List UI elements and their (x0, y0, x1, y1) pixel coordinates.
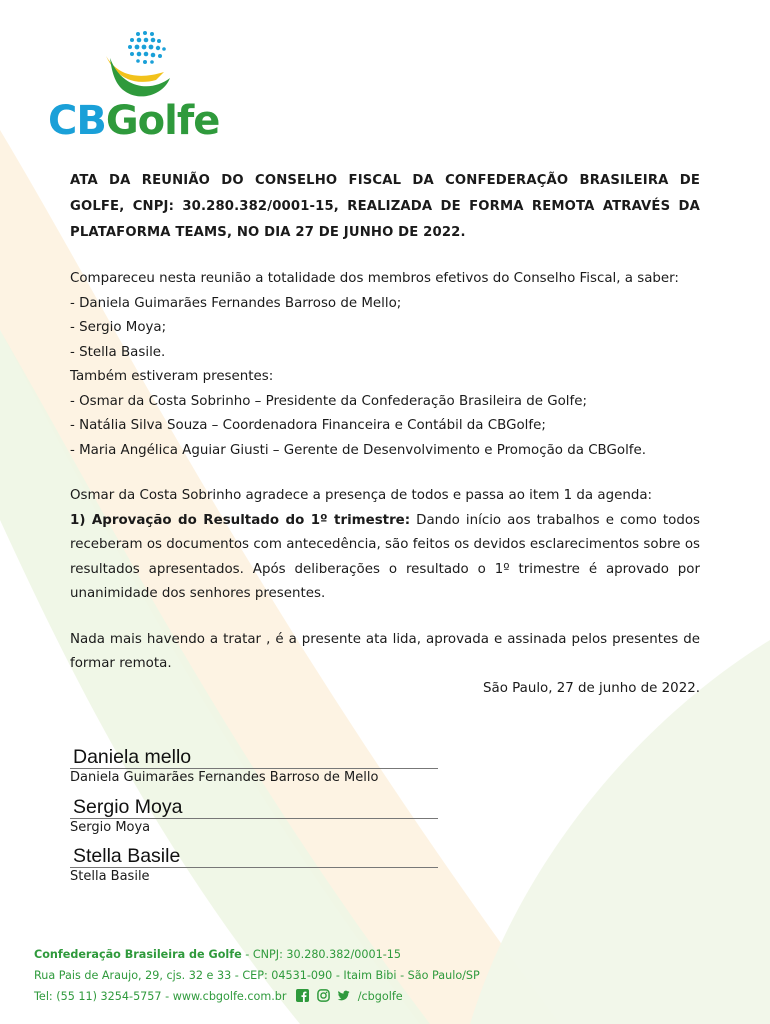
golf-ball-icon (128, 31, 166, 64)
footer-brand: Confederação Brasileira de Golfe (34, 948, 242, 961)
footer-line-1 (34, 944, 480, 965)
guest-item: - Osmar da Costa Sobrinho – Presidente da Confederação Brasileira de Golfe; (70, 393, 587, 409)
cbgolfe-logo-mark (46, 28, 236, 148)
signature-block (70, 845, 440, 886)
agenda-intro: Osmar da Costa Sobrinho agradece a presença de todos e passa ao item 1 da agenda: (70, 488, 653, 503)
signature-name: Daniela Guimarães Fernandes Barroso de Mello (70, 770, 379, 785)
signature-name: Sergio Moya (70, 820, 151, 835)
member-item: - Daniela Guimarães Fernandes Barroso de Mello; (70, 295, 402, 311)
instagram-icon[interactable] (317, 989, 330, 1002)
footer-social-handle[interactable]: /cbgolfe (357, 990, 403, 1003)
agenda-item-1-heading: 1) Aprovação do Resultado do 1º trimestre: (70, 512, 411, 528)
document-body (70, 168, 700, 701)
footer-line-3 (34, 986, 480, 1007)
facebook-icon[interactable] (296, 989, 309, 1002)
member-item: - Stella Basile. (70, 344, 166, 360)
logo-golfe: Golfe (105, 98, 220, 144)
closing-paragraph: Nada mais havendo a tratar , é a presente ata lida, aprovada e assinada pelos presentes de formar remota. (70, 631, 700, 671)
logo-cb: CB (48, 98, 106, 144)
agenda-item-1-text: Dando início aos trabalhos e como todos receberam os documentos com antecedência, são feitos os devidos esclarecimentos sobre os resultados apresentados. Após deliberações o resultado o 1º trimestre é aprovado por unanimidade dos senhores presentes. (70, 512, 700, 601)
member-item: - Sergio Moya; (70, 320, 167, 335)
signature-name: Stella Basile (70, 869, 150, 884)
guest-item: - Natália Silva Souza – Coordenadora Financeira e Contábil da CBGolfe; (70, 418, 546, 433)
twitter-icon[interactable] (337, 989, 350, 1002)
signature-script: Sergio Moya (73, 796, 183, 818)
document-title: ATA DA REUNIÃO DO CONSELHO FISCAL DA CONFEDERAÇÃO BRASILEIRA DE GOLFE, CNPJ: 30.280.382/0001-15, REALIZADA DE FORMA REMOTA ATRAVÉS DA PLATAFORMA TEAMS, NO DIA 27 DE JUNHO DE 2022. (70, 173, 700, 240)
footer-address: Rua Pais de Araujo, 29, cjs. 32 e 33 - CEP: 04531-090 - Itaim Bibi - São Paulo/SP (34, 969, 480, 982)
footer-cnpj: - CNPJ: 30.280.382/0001-15 (241, 948, 401, 961)
intro-paragraph: Compareceu nesta reunião a totalidade dos membros efetivos do Conselho Fiscal, a saber: (70, 271, 679, 286)
agenda-item-1 (70, 509, 700, 607)
also-present-label: Também estiveram presentes: (70, 369, 274, 384)
letterhead-footer (34, 944, 480, 1007)
signature-block (70, 796, 440, 837)
guest-item: - Maria Angélica Aguiar Giusti – Gerente de Desenvolvimento e Promoção da CBGolfe. (70, 442, 647, 458)
place-date: São Paulo, 27 de junho de 2022. (483, 680, 700, 696)
signature-script: Daniela mello (73, 746, 192, 768)
footer-contact: Tel: (55 11) 3254-5757 - www.cbgolfe.com.br (34, 990, 287, 1003)
signature-script: Stella Basile (73, 845, 181, 867)
signature-block (70, 746, 440, 787)
